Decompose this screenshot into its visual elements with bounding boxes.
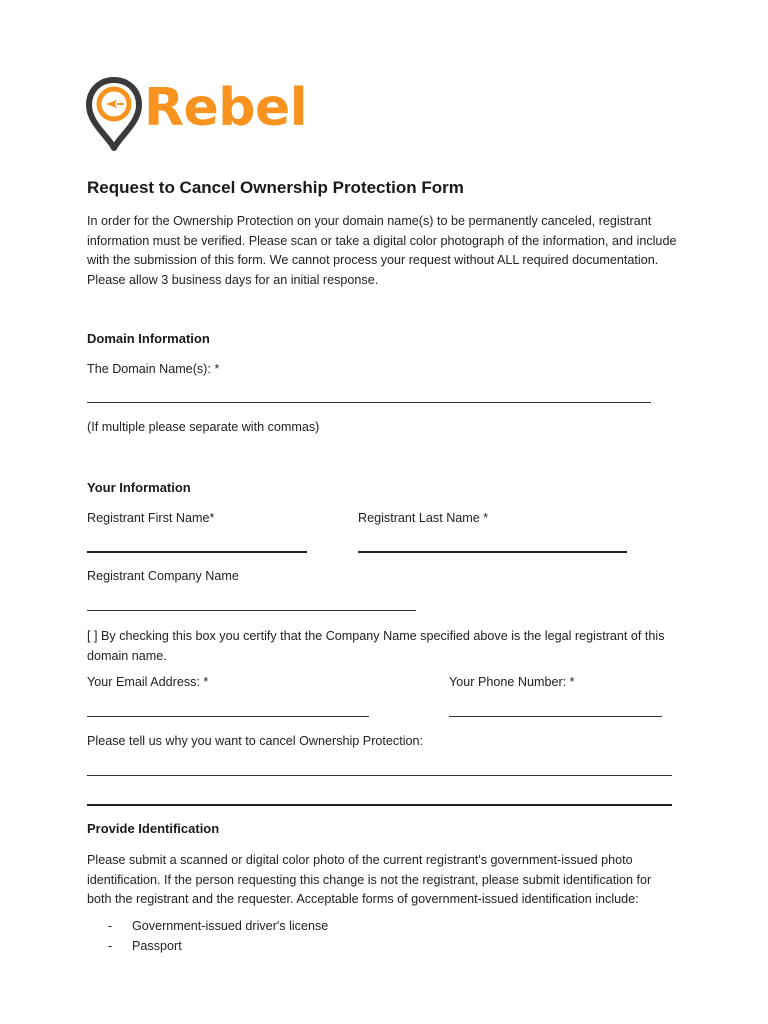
list-bullet: - [108,919,113,933]
brand-name: Rebel [144,78,308,138]
domain-name-hint: (If multiple please separate with commas) [87,420,320,434]
company-name-label: Registrant Company Name [87,569,239,583]
reason-field-line-1[interactable] [87,775,672,776]
company-name-field[interactable] [87,610,416,611]
identification-heading: Provide Identification [87,821,220,836]
first-name-field[interactable] [87,551,307,553]
identification-text: Please submit a scanned or digital color photo of the current registrant's government-issued photo identification. If the person requesting this change is not the registrant, please submit identification for both the registrant and the requester. Acceptable forms of government-issued identification include: [87,853,652,906]
rebel-logo [86,74,307,154]
email-field[interactable] [87,716,369,717]
domain-name-field[interactable] [87,402,651,403]
list-item-label: Government-issued driver's license [132,919,329,933]
list-item [87,916,328,936]
certify-checkbox-text[interactable]: [ ] By checking this box you certify that the Company Name specified above is the legal registrant of this domain name. [87,629,665,663]
last-name-field[interactable] [358,551,627,553]
phone-field[interactable] [449,716,662,717]
reason-field-line-2[interactable] [87,804,672,806]
email-label: Your Email Address: * [87,675,209,689]
form-title: Request to Cancel Ownership Protection Form [87,178,464,197]
list-item-label: Passport [132,939,182,953]
domain-info-heading: Domain Information [87,331,210,346]
phone-label: Your Phone Number: * [449,675,575,689]
intro-paragraph: In order for the Ownership Protection on your domain name(s) to be permanently canceled, registrant information must be verified. Please scan or take a digital color photograph of the information, and include with the submission of this form. We cannot process your request without ALL required documentation. Please allow 3 business days for an initial response. [87,214,677,287]
your-info-heading: Your Information [87,480,191,495]
reason-label: Please tell us why you want to cancel Ownership Protection: [87,734,424,748]
id-forms-list [87,916,328,956]
list-bullet: - [108,939,113,953]
last-name-label: Registrant Last Name * [358,511,489,525]
list-item [87,936,328,956]
location-pin-icon [86,76,142,152]
domain-name-label: The Domain Name(s): * [87,362,220,376]
first-name-label: Registrant First Name* [87,511,215,525]
